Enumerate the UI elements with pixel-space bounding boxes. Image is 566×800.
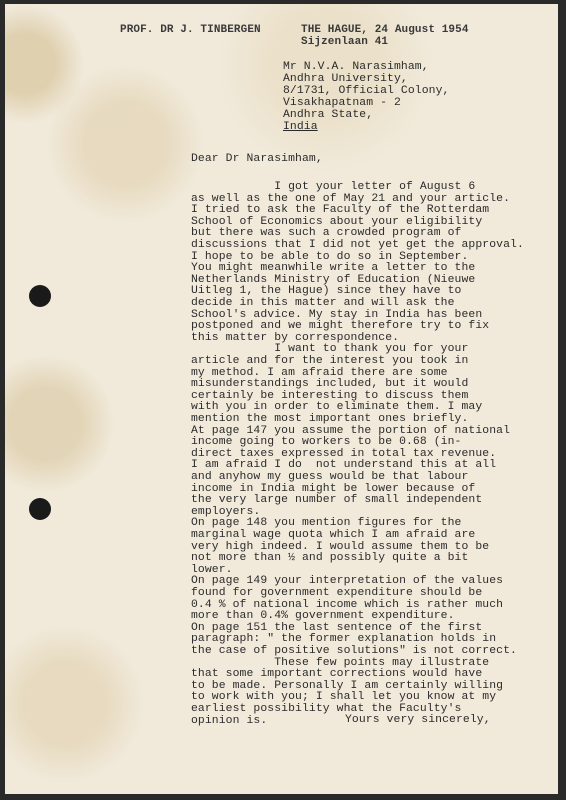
body-line: Netherlands Ministry of Education (Nieuwe <box>191 273 476 286</box>
body-line: but there was such a crowded program of <box>191 227 462 240</box>
body-line: 0.4 % of national income which is rather much <box>191 598 504 611</box>
body-line: income in India might be lower because of <box>191 482 476 495</box>
body-line: mention the most important ones briefly. <box>191 413 469 425</box>
body-line: lower. <box>191 563 233 576</box>
body-line: employers. <box>191 505 261 518</box>
body-line: These few points may illustrate <box>191 656 490 669</box>
body-line: School of Economics about your eligibility <box>191 215 483 228</box>
body-line: Uitleg 1, the Hague) since they have to <box>191 285 462 298</box>
body-line: very high indeed. I would assume them to be <box>191 540 490 553</box>
body-line: On page 151 the last sentence of the first <box>191 621 483 634</box>
body-line: I want to thank you for your <box>191 343 469 356</box>
body-line: misunderstandings included, but it would <box>191 378 469 391</box>
recipient-line: Andhra University, <box>283 73 408 85</box>
body-line: to be made. Personally I am certainly willing <box>191 679 504 692</box>
body-line: postponed and we might therefore try to fix <box>191 320 490 333</box>
body-line: decide in this matter and will ask the <box>191 297 455 309</box>
body-line: I am afraid I do not understand this at all <box>191 459 497 472</box>
place-date: THE HAGUE, 24 August 1954 <box>301 24 469 36</box>
punch-hole-bottom <box>29 498 51 520</box>
body-line: marginal wage quota which I am afraid are <box>191 529 476 541</box>
body-line: that some important corrections would have <box>191 668 483 681</box>
body-line: income going to workers to be 0.68 (in- <box>191 436 462 449</box>
body-line: to work with you; I shall let you know at my <box>191 691 497 704</box>
recipient-line: Mr N.V.A. Narasimham, <box>283 61 429 73</box>
body-line: my method. I am afraid there are some <box>191 366 448 379</box>
body-line: as well as the one of May 21 and your article. <box>191 192 511 205</box>
recipient-line: Visakhapatnam - 2 <box>283 97 401 109</box>
salutation: Dear Dr Narasimham, <box>191 153 323 165</box>
body-line: certainly be interesting to discuss them <box>191 389 469 402</box>
body-line: the case of positive solutions" is not correct. <box>191 645 517 657</box>
body-line: the very large number of small independent <box>191 494 483 507</box>
closing: Yours very sincerely, <box>345 714 491 726</box>
body-line: opinion is. <box>191 714 268 727</box>
body-line: found for government expenditure should be <box>191 587 483 599</box>
body-line: article and for the interest you took in <box>191 355 469 367</box>
body-line: this matter by correspondence. <box>191 331 400 344</box>
body-line: On page 149 your interpretation of the values <box>191 575 504 588</box>
body-line: direct taxes expressed in total tax revenue. <box>191 447 497 460</box>
body-line: You might meanwhile write a letter to the <box>191 262 476 275</box>
body-line: paragraph: " the former explanation holds in <box>191 633 497 646</box>
recipient-line: 8/1731, Official Colony, <box>283 85 450 97</box>
body-line: and anyhow my guess would be that labour <box>191 471 469 483</box>
punch-hole-top <box>29 285 51 307</box>
sender-name: PROF. DR J. TINBERGEN <box>120 24 261 36</box>
street-address: Sijzenlaan 41 <box>301 36 389 48</box>
body-line: On page 148 you mention figures for the <box>191 517 462 530</box>
body-line: not more than ½ and possibly quite a bit <box>191 552 469 565</box>
body-line: At page 147 you assume the portion of national <box>191 424 511 437</box>
letter-page <box>5 4 558 794</box>
recipient-line: India <box>283 121 318 133</box>
body-line: School's advice. My stay in India has been <box>191 308 483 321</box>
body-line: I got your letter of August 6 <box>191 181 476 193</box>
body-line: discussions that I did not yet get the approval. <box>191 239 524 251</box>
body-line: earliest possibility what the Faculty's <box>191 703 462 715</box>
recipient-line: Andhra State, <box>283 109 374 121</box>
body-line: more than 0.4% government expenditure. <box>191 610 455 623</box>
body-line: I tried to ask the Faculty of the Rotterdam <box>191 204 490 217</box>
body-line: with you in order to eliminate them. I may <box>191 401 483 414</box>
body-line: I hope to be able to do so in September. <box>191 250 469 263</box>
